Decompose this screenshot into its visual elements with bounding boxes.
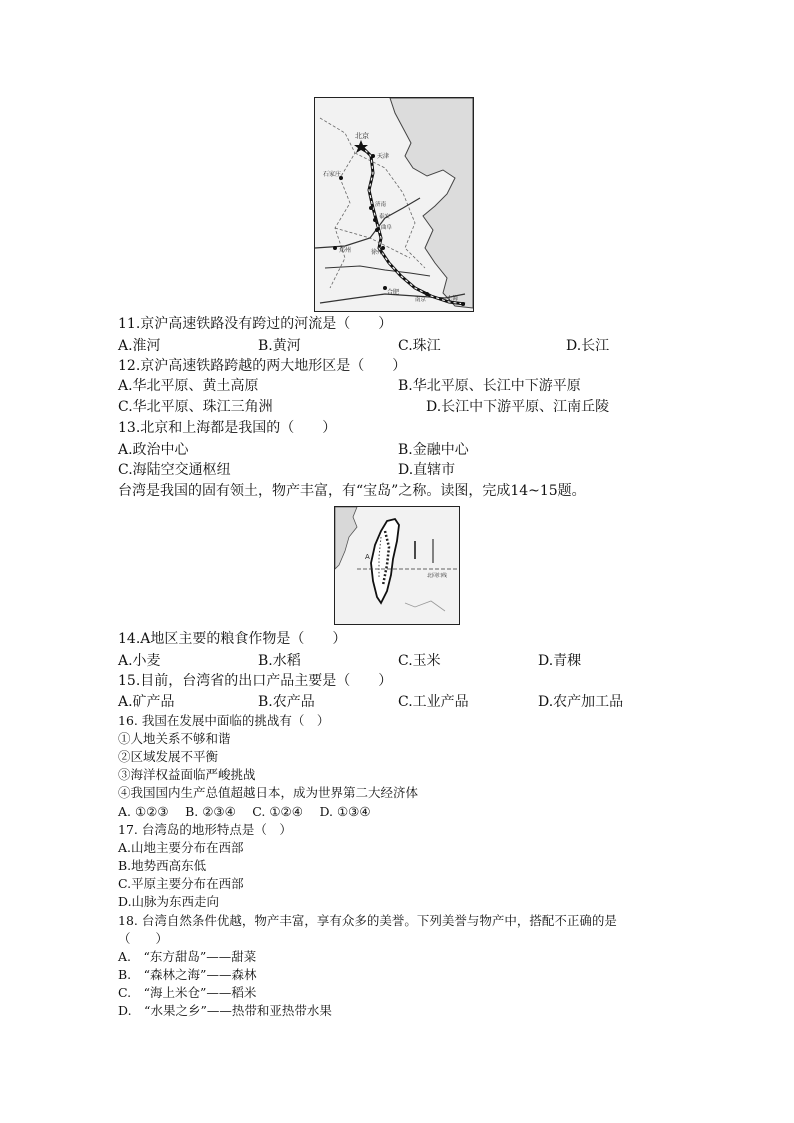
q11-option-b: B.黄河 xyxy=(258,338,301,354)
label-shijiazhuang: 石家庄 xyxy=(323,171,342,178)
q18-option-d: D. “水果之乡”——热带和亚热带水果 xyxy=(118,1003,332,1018)
railway-map-graphic xyxy=(315,98,473,311)
q18-text: 18. 台湾自然条件优越，物产丰富，享有众多的美誉。下列美誉与物产中，搭配不正确的是 xyxy=(118,913,617,928)
label-shanghai: 上海 xyxy=(447,296,459,302)
q12-option-b: B.华北平原、长江中下游平原 xyxy=(398,378,581,394)
q16-text: 16. 我国在发展中面临的挑战有（ ） xyxy=(118,713,330,728)
label-hefei: 合肥 xyxy=(387,289,400,296)
q17-option-c: C.平原主要分布在西部 xyxy=(118,876,244,891)
q12-option-c: C.华北平原、珠江三角洲 xyxy=(118,399,273,415)
q17-option-d: D.山脉为东西走向 xyxy=(118,894,220,909)
taiwan-map-graphic xyxy=(335,507,459,624)
q16-options: A. ①②③ B. ②③④ C. ①②④ D. ①③④ xyxy=(118,804,371,819)
label-taian: 泰安 xyxy=(379,214,391,220)
q11-option-c: C.珠江 xyxy=(398,338,441,354)
q15-text: 15.目前，台湾省的出口产品主要是（ ） xyxy=(118,673,393,689)
q13-text: 13.北京和上海都是我国的（ ） xyxy=(118,420,337,436)
q14-option-c: C.玉米 xyxy=(398,653,441,669)
q18-bracket: （ ） xyxy=(118,931,169,946)
q15-option-b: B.农产品 xyxy=(258,694,315,710)
q18-option-a: A. “东方甜岛”——甜菜 xyxy=(118,949,257,964)
railway-map xyxy=(314,97,474,312)
q11-option-d: D.长江 xyxy=(566,338,610,354)
q12-option-d: D.长江中下游平原、江南丘陵 xyxy=(426,399,610,415)
label-area-a: A xyxy=(365,553,370,561)
q12-text: 12.京沪高速铁路跨越的两大地形区是（ ） xyxy=(118,358,407,374)
q13-option-c: C.海陆空交通枢纽 xyxy=(118,462,231,478)
q16-item-2: ②区域发展不平衡 xyxy=(118,749,219,764)
label-xuzhou: 徐州 xyxy=(371,249,384,256)
q15-option-d: D.农产加工品 xyxy=(538,694,624,710)
q15-option-c: C.工业产品 xyxy=(398,694,469,710)
q14-text: 14.A地区主要的粮食作物是（ ） xyxy=(118,631,347,647)
q14-option-b: B.水稻 xyxy=(258,653,301,669)
q13-option-a: A.政治中心 xyxy=(118,442,189,458)
q17-text: 17. 台湾岛的地形特点是（ ） xyxy=(118,822,292,837)
label-tianjin: 天津 xyxy=(377,153,390,160)
q15-option-a: A.矿产品 xyxy=(118,694,175,710)
q16-item-3: ③海洋权益面临严峻挑战 xyxy=(118,767,256,782)
q16-item-4: ④我国国内生产总值超越日本，成为世界第二大经济体 xyxy=(118,785,419,800)
label-nanjing: 南京 xyxy=(415,297,427,303)
q12-option-a: A.华北平原、黄土高原 xyxy=(118,378,259,394)
q13-option-d: D.直辖市 xyxy=(398,462,456,478)
taiwan-intro: 台湾是我国的固有领土，物产丰富，有“宝岛”之称。读图，完成14~15题。 xyxy=(118,483,586,499)
label-beijing: 北京 xyxy=(355,132,369,140)
q16-item-1: ①人地关系不够和谐 xyxy=(118,731,231,746)
label-zhengzhou: 郑州 xyxy=(339,247,352,254)
label-tropic: 北回归线 xyxy=(427,573,448,579)
q14-option-a: A.小麦 xyxy=(118,653,161,669)
q11-text: 11.京沪高速铁路没有跨过的河流是（ ） xyxy=(118,316,393,332)
q18-option-b: B. “森林之海”——森林 xyxy=(118,967,257,982)
q13-option-b: B.金融中心 xyxy=(398,442,469,458)
q17-option-b: B.地势西高东低 xyxy=(118,858,207,873)
q11-option-a: A.淮河 xyxy=(118,338,161,354)
q14-option-d: D.青稞 xyxy=(538,653,582,669)
label-qufu: 曲阜 xyxy=(381,225,393,231)
q18-option-c: C. “海上米仓”——稻米 xyxy=(118,985,257,1000)
taiwan-map xyxy=(334,506,460,625)
label-jinan: 济南 xyxy=(375,202,387,208)
q17-option-a: A.山地主要分布在西部 xyxy=(118,840,244,855)
